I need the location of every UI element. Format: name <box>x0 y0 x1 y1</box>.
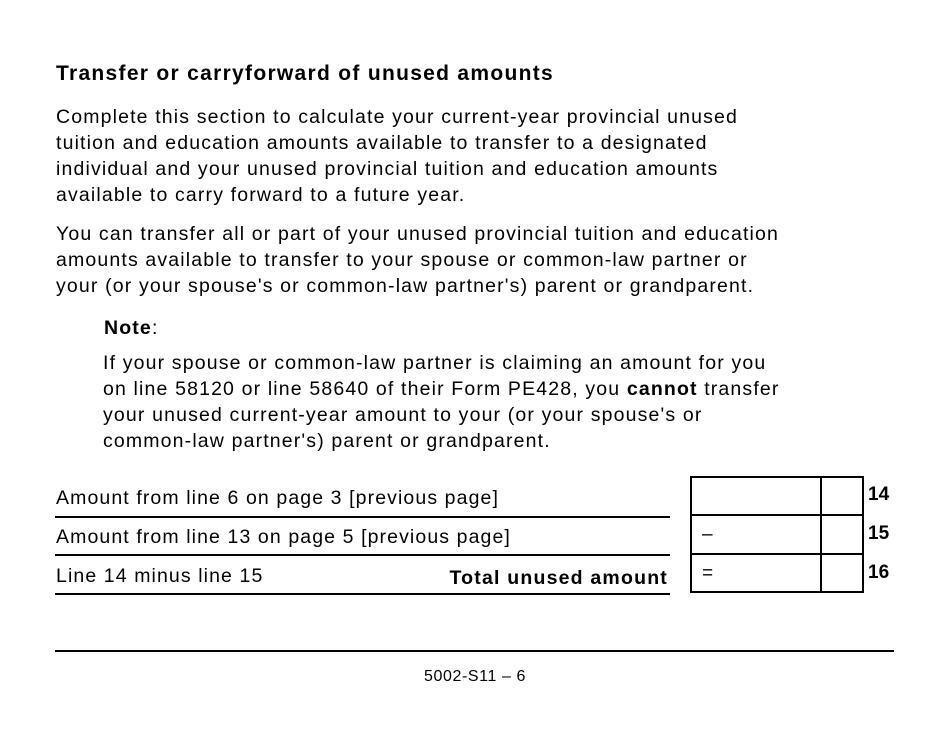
minus-sign: – <box>702 524 713 545</box>
note-line: If your spouse or common-law partner is claiming an amount for you <box>103 352 767 374</box>
note-line: your unused current-year amount to your (or your spouse's or <box>103 404 703 426</box>
line-number-15: 15 <box>868 523 890 544</box>
line-16-cents-field[interactable] <box>820 553 864 593</box>
intro-paragraph <box>56 104 738 208</box>
line-number-14: 14 <box>868 484 890 505</box>
line-16-amount-field[interactable] <box>690 553 822 593</box>
row-divider <box>55 554 670 556</box>
intro-line: tuition and education amounts available to transfer to a designated <box>56 132 708 154</box>
transfer-line: your (or your spouse's or common-law partner's) parent or grandparent. <box>56 275 755 297</box>
total-unused-amount-label: Total unused amount <box>449 567 668 589</box>
line-14-cents-field[interactable] <box>820 476 864 517</box>
amount-boxes <box>690 476 864 593</box>
line-14-amount-field[interactable] <box>690 476 822 517</box>
footer-divider <box>55 650 894 652</box>
row-divider <box>55 516 670 518</box>
note-label <box>104 317 159 340</box>
note-label-text: Note <box>104 317 152 339</box>
intro-line: available to carry forward to a future year. <box>56 184 466 206</box>
note-colon: : <box>151 317 159 339</box>
line-15-label: Amount from line 13 on page 5 [previous page] <box>56 526 511 548</box>
note-paragraph <box>103 350 780 454</box>
transfer-line: You can transfer all or part of your unused provincial tuition and education <box>56 223 779 245</box>
line-16-label: Line 14 minus line 15 <box>56 565 264 587</box>
note-line: on line 58120 or line 58640 of their Form PE428, you <box>103 378 627 400</box>
line-number-16: 16 <box>868 562 890 583</box>
page-footer: 5002-S11 – 6 <box>423 668 527 685</box>
note-emphasis: cannot <box>626 378 698 400</box>
equals-sign: = <box>702 563 714 584</box>
row-divider <box>55 593 670 595</box>
section-title: Transfer or carryforward of unused amounts <box>56 62 555 85</box>
transfer-paragraph <box>56 221 779 299</box>
line-14-label: Amount from line 6 on page 3 [previous page] <box>56 487 499 509</box>
intro-line: individual and your unused provincial tuition and education amounts <box>56 158 719 180</box>
line-15-cents-field[interactable] <box>820 514 864 555</box>
note-line: transfer <box>697 378 780 400</box>
intro-line: Complete this section to calculate your current-year provincial unused <box>56 106 739 128</box>
note-line: common-law partner's) parent or grandparent. <box>103 430 551 452</box>
transfer-line: amounts available to transfer to your spouse or common-law partner or <box>56 249 748 271</box>
line-15-amount-field[interactable] <box>690 514 822 555</box>
